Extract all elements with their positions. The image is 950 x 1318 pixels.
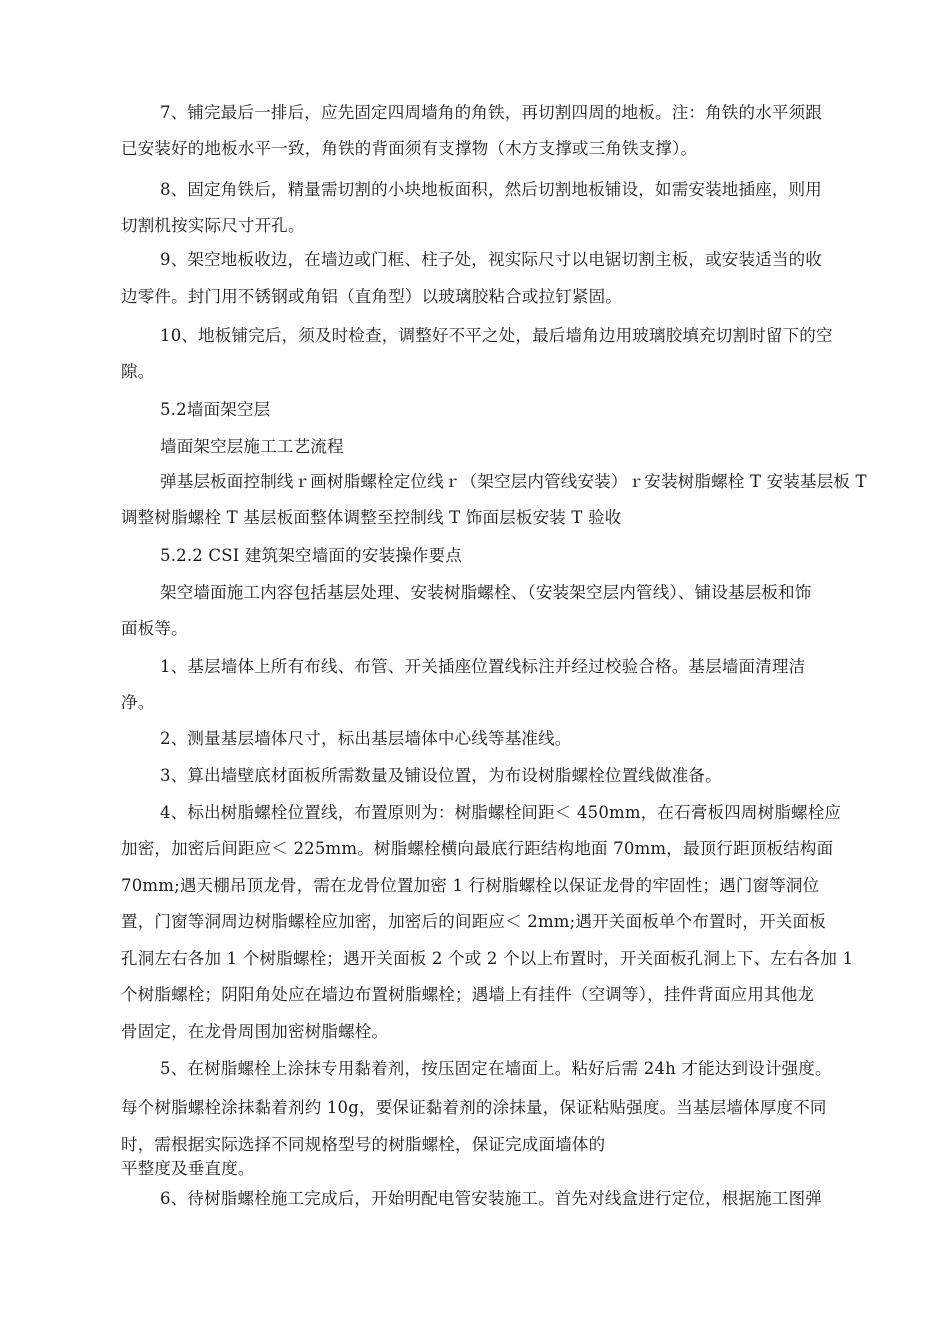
text-line: 个树脂螺栓；阴阳角处应在墙边布置树脂螺栓；遇墙上有挂件（空调等），挂件背面应用其他龙 (121, 985, 815, 1004)
text-line: 孔洞左右各加 1 个树脂螺栓；遇开关面板 2 个或 2 个以上布置时，开关面板孔洞上下、左右各加 1 (121, 949, 854, 968)
text-line: 面板等。 (121, 619, 188, 638)
text-line: 净。 (121, 693, 155, 712)
text-line: 弹基层板面控制线ｒ画树脂螺栓定位线ｒ（架空层内管线安装）ｒ安装树脂螺栓 T 安装基层板 T (160, 472, 867, 491)
text-line: 架空墙面施工内容包括基层处理、安装树脂螺栓、（安装架空层内管线）、铺设基层板和饰 (160, 583, 812, 602)
text-line: 切割机按实际尺寸开孔。 (121, 216, 305, 235)
text-line: 墙面架空层施工工艺流程 (160, 437, 344, 456)
text-line: 6、待树脂螺栓施工完成后，开始明配电管安装施工。首先对线盒进行定位，根据施工图弹 (160, 1189, 822, 1208)
text-line: 70mm;遇天棚吊顶龙骨，需在龙骨位置加密 1 行树脂螺栓以保证龙骨的牢固性；遇门窗等洞位 (121, 876, 820, 895)
text-line: 边零件。封门用不锈钢或角铝（直角型）以玻璃胶粘合或拉钉紧固。 (121, 287, 622, 306)
text-line: 8、固定角铁后，精量需切割的小块地板面积，然后切割地板铺设，如需安装地插座，则用 (160, 180, 822, 199)
text-line: 隙。 (121, 362, 155, 381)
text-line: 9、架空地板收边，在墙边或门框、柱子处，视实际尺寸以电锯切割主板，或安装适当的收 (160, 250, 822, 269)
text-line: 每个树脂螺栓涂抹黏着剂约 10g，要保证黏着剂的涂抹量，保证粘贴强度。当基层墙体厚度不同 (121, 1098, 827, 1117)
text-line: 1、基层墙体上所有布线、布管、开关插座位置线标注并经过校验合格。基层墙面清理洁 (160, 657, 806, 676)
text-line: 平整度及垂直度。 (121, 1159, 255, 1178)
text-line: 骨固定，在龙骨周围加密树脂螺栓。 (121, 1022, 389, 1041)
text-line: 4、标出树脂螺栓位置线，布置原则为：树脂螺栓间距＜ 450mm，在石膏板四周树脂螺栓应 (160, 803, 842, 822)
text-line: 7、铺完最后一排后，应先固定四周墙角的角铁，再切割四周的地板。注：角铁的水平须跟 (160, 103, 822, 122)
text-line: 5、在树脂螺栓上涂抹专用黏着剂，按压固定在墙面上。粘好后需 24h 才能达到设计强度。 (160, 1059, 832, 1078)
section-heading: 5.2墙面架空层 (160, 400, 271, 419)
text-line: 调整树脂螺栓 T 基层板面整体调整至控制线 T 饰面层板安装 T 验收 (121, 508, 622, 527)
text-line: 3、算出墙壁底材面板所需数量及铺设位置，为布设树脂螺栓位置线做准备。 (160, 766, 722, 785)
section-heading: 5.2.2 CSI 建筑架空墙面的安装操作要点 (160, 546, 463, 565)
text-line: 置，门窗等洞周边树脂螺栓应加密，加密后的间距应＜ 2mm;遇开关面板单个布置时，开关面板 (121, 912, 826, 931)
text-line: 时，需根据实际选择不同规格型号的树脂螺栓，保证完成面墙体的 (121, 1135, 606, 1154)
text-line: 10、地板铺完后，须及时检查，调整好不平之处，最后墙角边用玻璃胶填充切割时留下的空 (160, 326, 833, 345)
text-line: 加密，加密后间距应＜ 225mm。树脂螺栓横向最底行距结构地面 70mm，最顶行距顶板结构面 (121, 839, 834, 858)
text-line: 已安装好的地板水平一致，角铁的背面须有支撑物（木方支撑或三角铁支撑）。 (121, 139, 698, 158)
text-line: 2、测量基层墙体尺寸，标出基层墙体中心线等基准线。 (160, 729, 572, 748)
